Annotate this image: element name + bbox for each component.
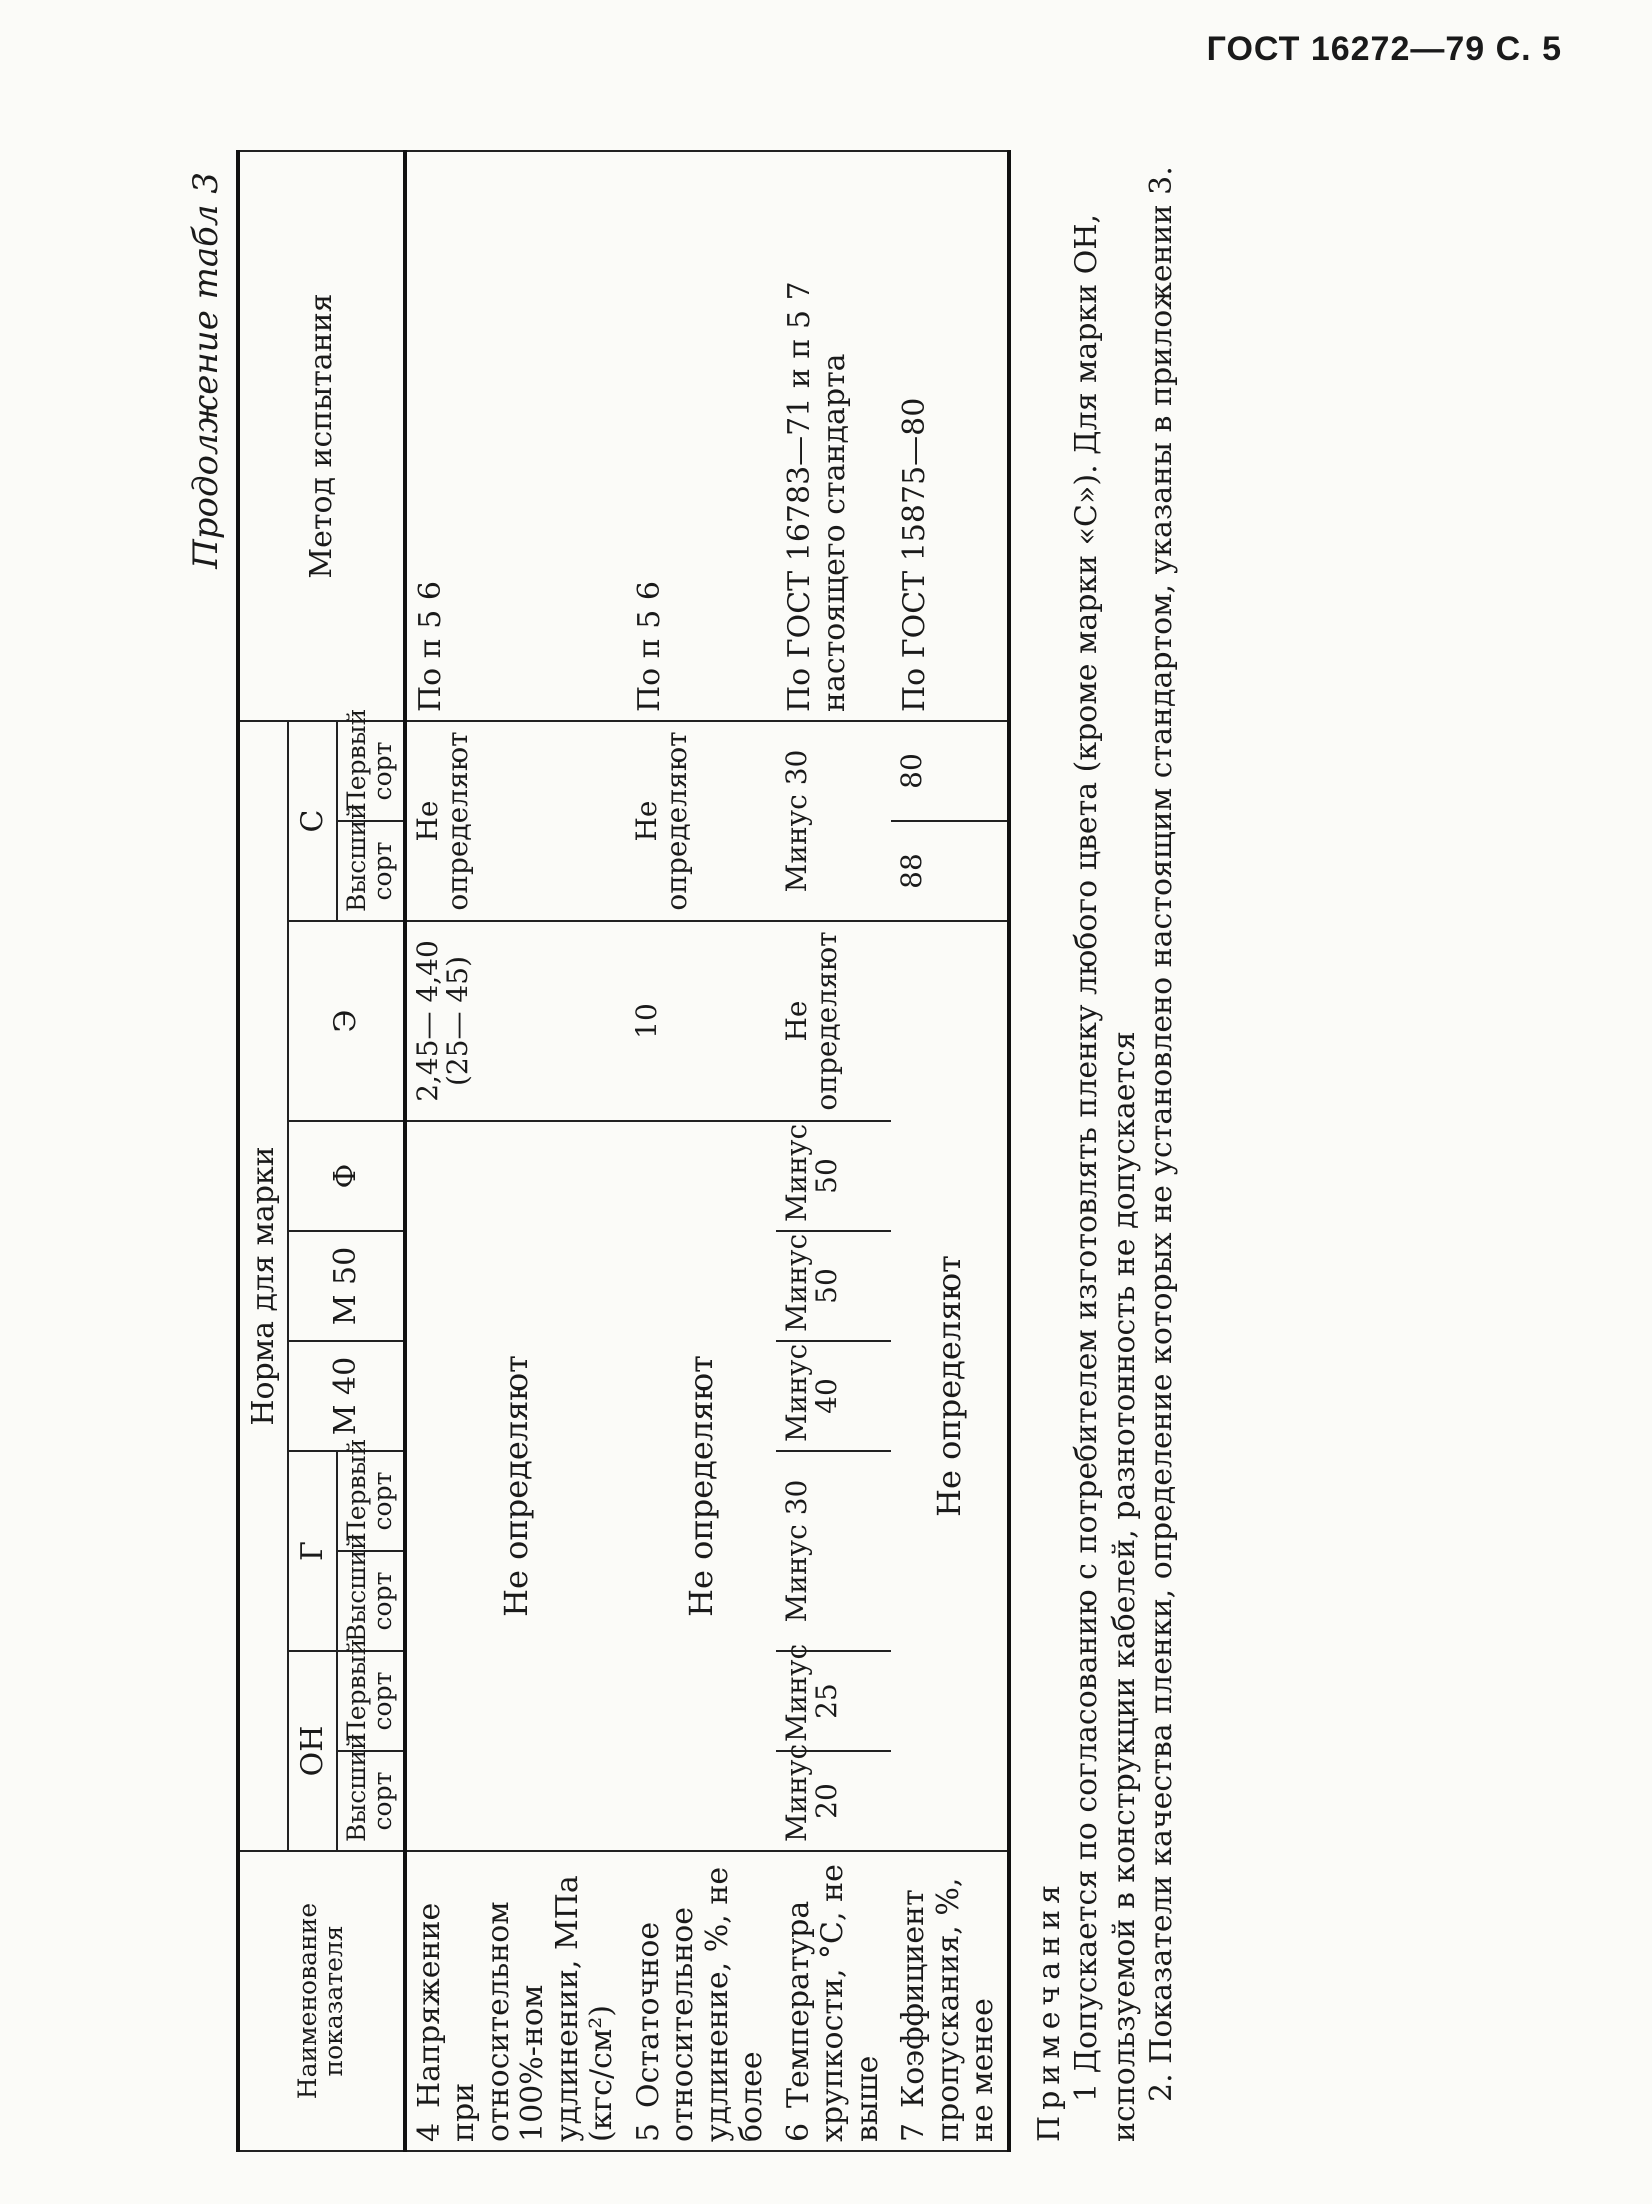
cell-merged: Не определяют: [891, 921, 1009, 1851]
cell-method: По ГОСТ 15875—80: [891, 151, 1009, 721]
cell-e: Не определяют: [776, 921, 892, 1121]
spec-table: [236, 150, 1011, 2152]
cell-method: По п 5 6: [626, 151, 776, 721]
cell-g: Минус 30: [776, 1451, 892, 1651]
row-param: 6Температура хрупкости, °С, не выше: [776, 1851, 892, 2151]
cell-s: Не определяют: [405, 721, 626, 921]
cell-s-high: 88: [891, 821, 1009, 921]
brand-on: ОН: [288, 1651, 337, 1851]
notes-title: Примечания: [1031, 1878, 1067, 2142]
cell-merged: Не определяют: [405, 1121, 626, 1851]
grade-on-first: Первый сорт: [337, 1651, 405, 1751]
cell-method: По п 5 6: [405, 151, 626, 721]
table-row: [776, 151, 892, 2151]
header-norm: Норма для марки: [238, 721, 288, 1851]
grade-on-high: Высший сорт: [337, 1751, 405, 1851]
rotated-page-content: [176, 152, 1276, 2152]
table-caption: Продолжение табл 3: [186, 172, 226, 569]
brand-m40: М 40: [288, 1341, 405, 1451]
cell-s: Минус 30: [776, 721, 892, 921]
cell-m50: Минус 50: [776, 1231, 892, 1341]
note-1: 1 Допускается по согласованию с потребителем изготовлять пленку любого цвета (кроме марки «С»). Для марки ОН, используемой в конструкции кабелей, разнотонность не допускается: [1069, 213, 1142, 2142]
cell-m40: Минус 40: [776, 1341, 892, 1451]
table-row: [891, 151, 1009, 2151]
row-param: 7Коэффициент пропускания, %, не менее: [891, 1851, 1009, 2151]
cell-f: Минус 50: [776, 1121, 892, 1231]
brand-f: Ф: [288, 1121, 405, 1231]
row-param: 5Остаточное относительное удлинение, %, не более: [626, 1851, 776, 2151]
cell-s: Не определяют: [626, 721, 776, 921]
cell-method: По ГОСТ 16783—71 и п 5 7 настоящего стандарта: [776, 151, 892, 721]
header-param: Наименование показателя: [238, 1851, 405, 2151]
cell-e: 2,45— 4,40 (25— 45): [405, 921, 626, 1121]
brand-e: Э: [288, 921, 405, 1121]
grade-g-first: Первый сорт: [337, 1451, 405, 1551]
header-method: Метод испытания: [238, 151, 405, 721]
grade-s-first: Первый сорт: [337, 721, 405, 821]
cell-e: 10: [626, 921, 776, 1121]
cell-on-first: Минус 25: [776, 1651, 892, 1751]
table-row: [405, 151, 626, 2151]
grade-g-high: Высший сорт: [337, 1551, 405, 1651]
brand-s: С: [288, 721, 337, 921]
page-header: ГОСТ 16272—79 С. 5: [1206, 30, 1562, 68]
cell-s-first: 80: [891, 721, 1009, 821]
cell-on-high: Минус 20: [776, 1751, 892, 1851]
grade-s-high: Высший сорт: [337, 821, 405, 921]
notes-block: [1031, 152, 1181, 2152]
note-2: 2. Показатели качества пленки, определение которых не установлено настоящим стандартом, указаны в приложении 3.: [1144, 166, 1179, 2102]
brand-g: Г: [288, 1451, 337, 1651]
table-row: [626, 151, 776, 2151]
brand-m50: М 50: [288, 1231, 405, 1341]
cell-merged: Не определяют: [626, 1121, 776, 1851]
row-param: 4Напряжение при относительном 100%-ном удлинении, МПа (кгс/см²): [405, 1851, 626, 2151]
